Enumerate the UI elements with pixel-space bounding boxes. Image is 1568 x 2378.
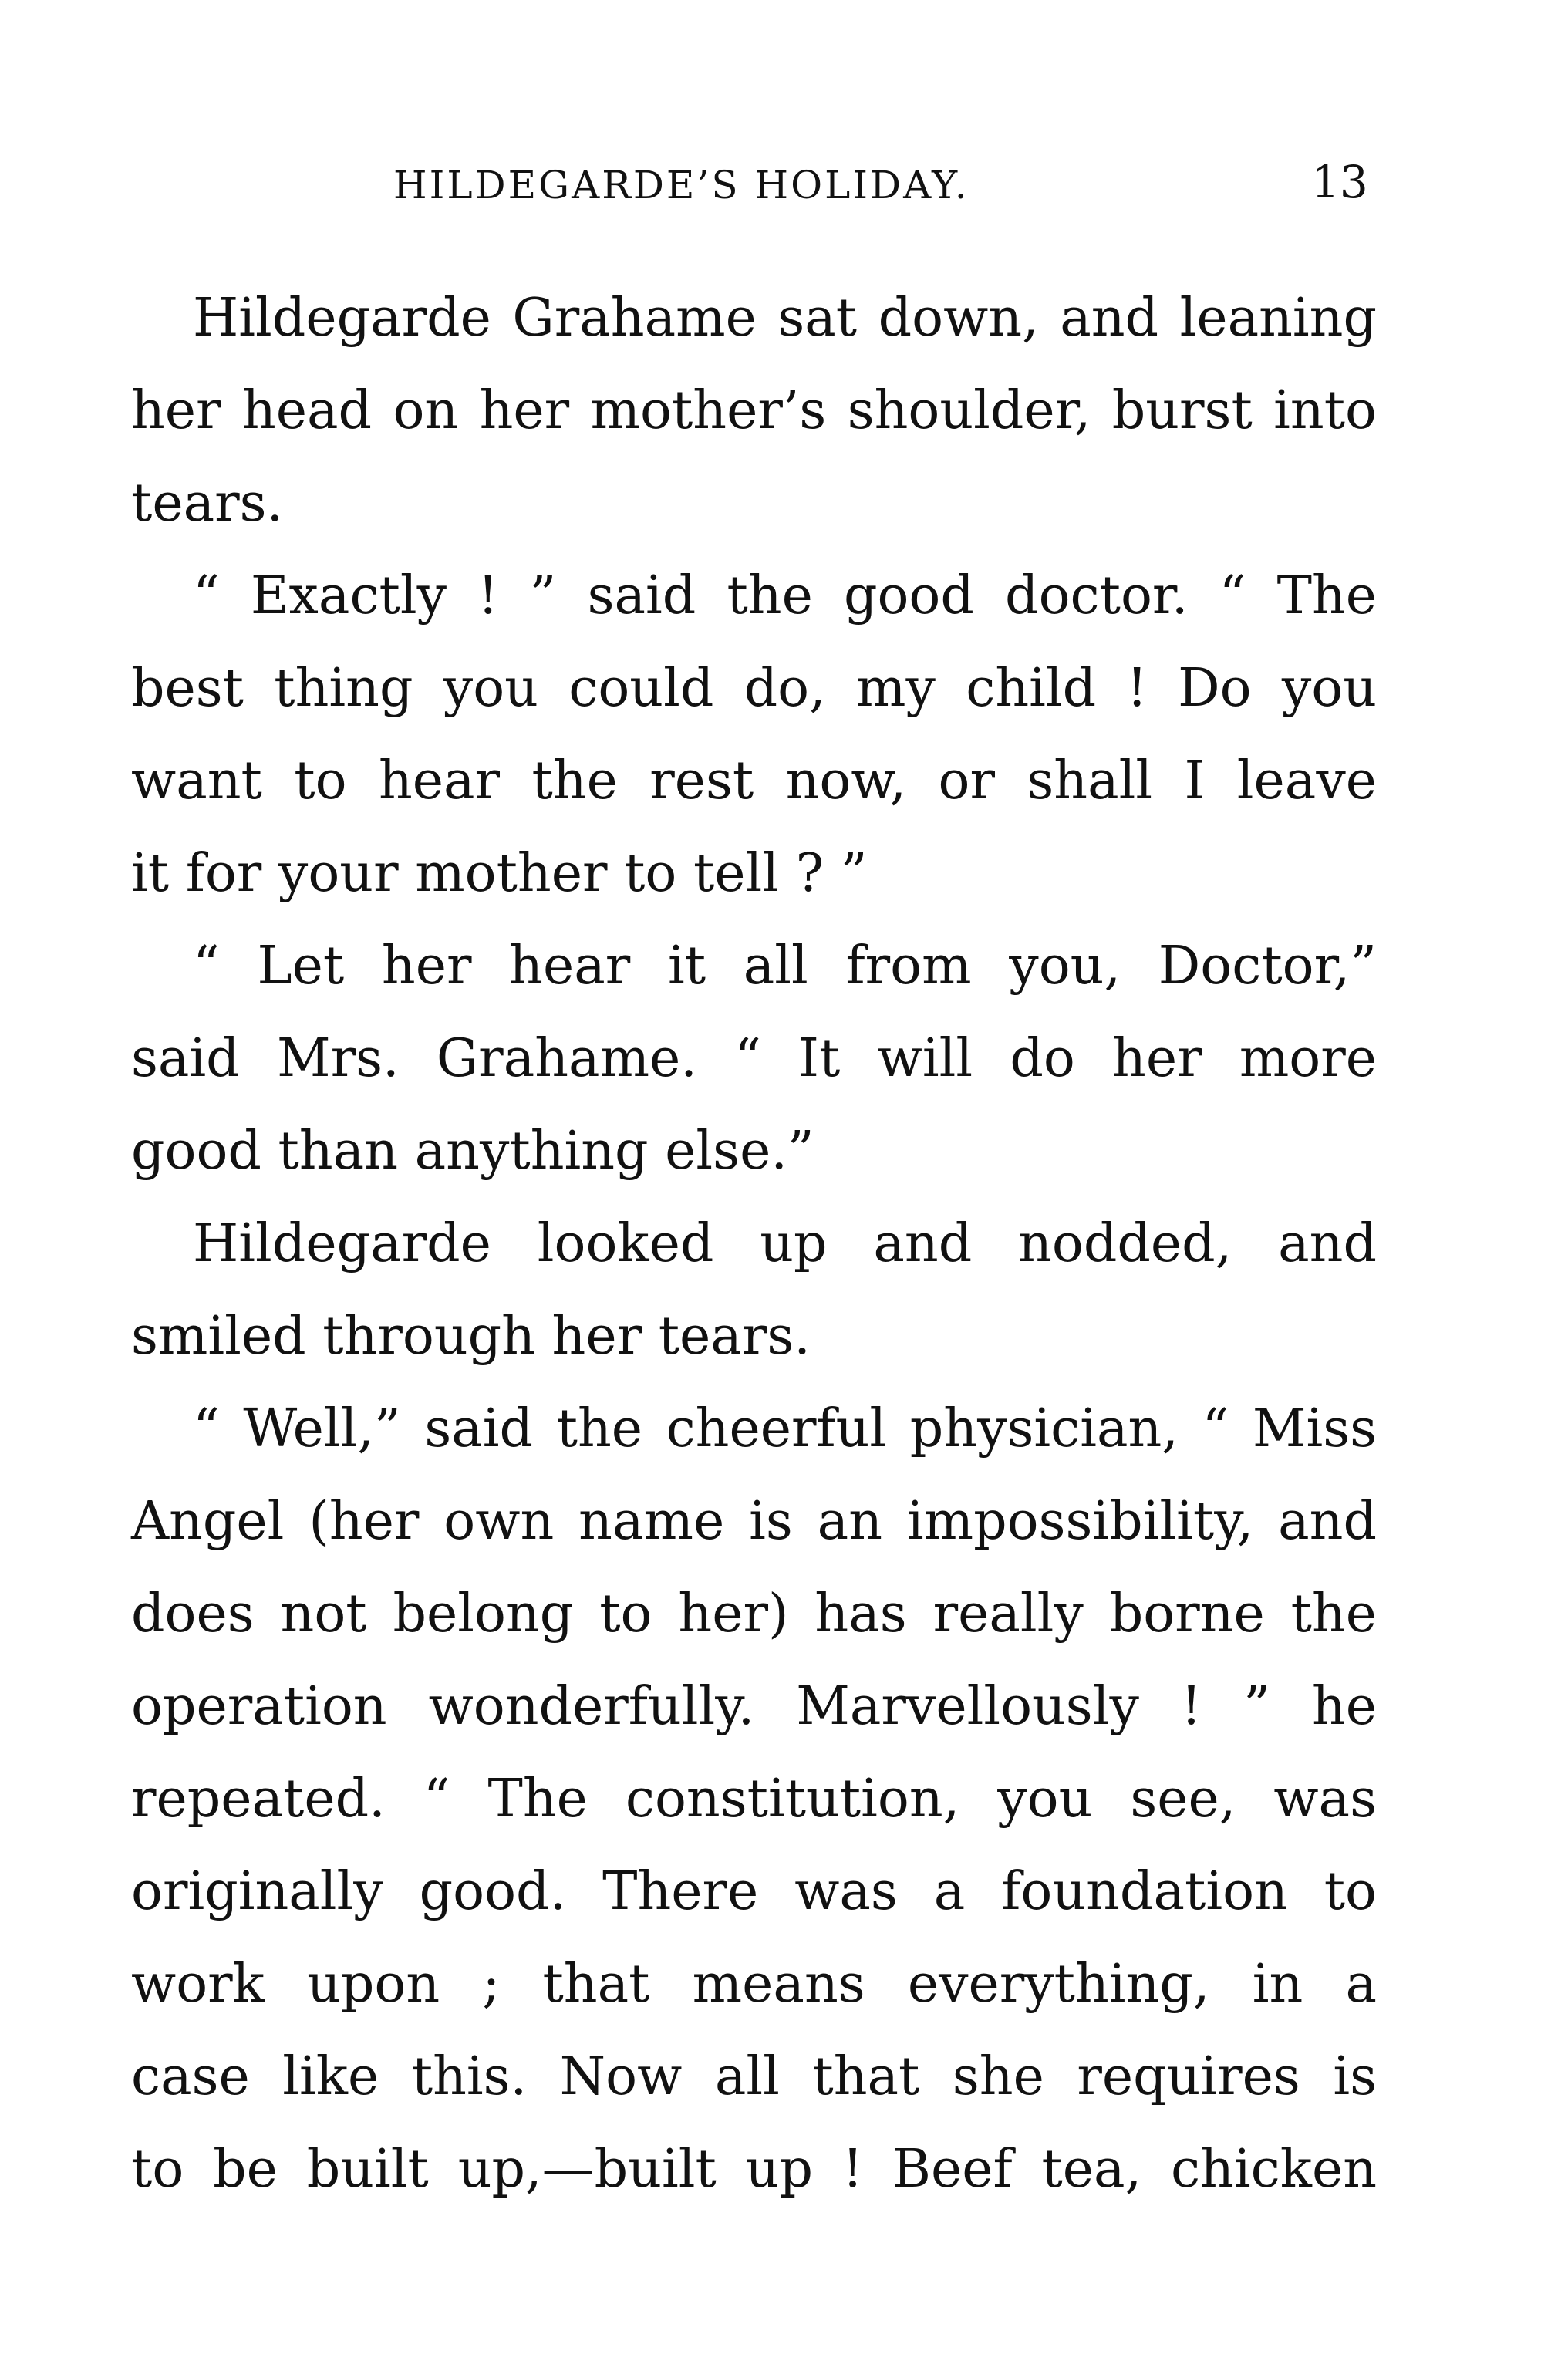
text-line: want to hear the rest now, or shall I leave [131,751,1377,811]
text-line: “ Exactly ! ” said the good doctor. “ The [193,565,1377,626]
text-line: operation wonderfully. Marvellously ! ” he [131,1676,1377,1737]
text-line: “ Well,” said the cheerful physician, “ Miss [193,1398,1377,1459]
text-line: it for your mother to tell ? ” [131,843,868,904]
text-line: tears. [131,473,284,534]
text-line: Hildegarde looked up and nodded, and [193,1213,1377,1274]
text-line: work upon ; that means everything, in a [131,1954,1377,2015]
text-line: her head on her mother’s shoulder, burst into [131,380,1377,441]
text-line: originally good. There was a foundation to [131,1861,1377,1922]
text-line: to be built up,—built up ! Beef tea, chicken [131,2139,1377,2200]
text-line: “ Let her hear it all from you, Doctor,” [193,936,1377,997]
text-line: Angel (her own name is an impossibility, and [131,1491,1377,1552]
text-line: Hildegarde Grahame sat down, and leaning [193,288,1377,349]
text-line: best thing you could do, my child ! Do you [131,658,1377,719]
text-line: case like this. Now all that she requires is [131,2046,1377,2107]
text-line: does not belong to her) has really borne the [131,1584,1377,1644]
text-line: said Mrs. Grahame. “ It will do her more [131,1028,1377,1089]
text-line: repeated. “ The constitution, you see, was [131,1769,1377,1830]
text-line: good than anything else.” [131,1121,814,1182]
page-number: 13 [1311,156,1368,208]
text-line: smiled through her tears. [131,1306,811,1367]
running-head: HILDEGARDE’S HOLIDAY. [393,163,969,207]
